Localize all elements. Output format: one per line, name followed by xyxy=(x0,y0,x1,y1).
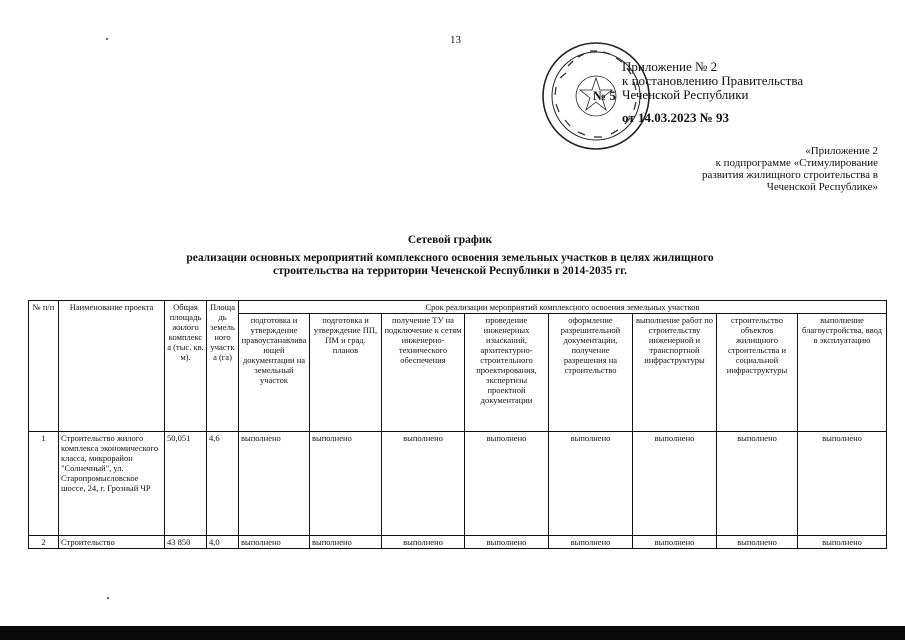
row-status: выполнено xyxy=(798,432,887,536)
row-status: выполнено xyxy=(310,432,382,536)
header-num: № п/п xyxy=(29,301,59,432)
quote-line3: развития жилищного строительства в xyxy=(702,169,878,181)
row-status: выполнено xyxy=(465,536,549,549)
row-status: выполнено xyxy=(382,432,465,536)
row-status: выполнено xyxy=(717,536,798,549)
subheader-cell: подготовка и утверждение ПП, ПМ и град. планов xyxy=(310,314,382,432)
subheader-cell: подготовка и утверждение правоустанавливающей документации на земельный участок xyxy=(239,314,310,432)
row-status: выполнено xyxy=(465,432,549,536)
row-name: Строительство жилого комплекса экономического класса, микрорайон "Солнечный", ул. Старопромысловское шоссе, 24, г. Грозный ЧР xyxy=(59,432,165,536)
row-status: выполнено xyxy=(549,432,633,536)
schedule-table xyxy=(28,300,887,549)
quote-line1: «Приложение 2 xyxy=(805,145,878,157)
quote-line2: к подпрограмме «Стимулирование xyxy=(715,157,878,169)
header-land: Площадь земельного участка (га) xyxy=(207,301,239,432)
scan-speck xyxy=(107,597,109,599)
header-name: Наименование проекта xyxy=(59,301,165,432)
row-area: 43 850 xyxy=(165,536,207,549)
table-row xyxy=(29,536,887,549)
row-status: выполнено xyxy=(633,432,717,536)
appendix-line1: Приложение № 2 xyxy=(622,59,718,74)
row-status: выполнено xyxy=(239,432,310,536)
row-status: выполнено xyxy=(633,536,717,549)
row-status: выполнено xyxy=(382,536,465,549)
subheader-cell: проведение инженерных изысканий, архитектурно-строительного проектирования, экспертизы проектной документации xyxy=(465,314,549,432)
stamp-number: № 5 xyxy=(593,88,616,103)
row-num: 1 xyxy=(29,432,59,536)
row-land: 4,6 xyxy=(207,432,239,536)
document-title: Сетевой график xyxy=(407,234,493,246)
subheader-cell: выполнение благоустройства, ввод в эксплуатацию xyxy=(798,314,887,432)
subprogram-reference xyxy=(640,145,878,193)
subheader-cell: выполнение работ по строительству инженерной и транспортной инфраструктуры xyxy=(633,314,717,432)
row-status: выполнено xyxy=(717,432,798,536)
scan-speck xyxy=(106,38,108,40)
row-status: выполнено xyxy=(239,536,310,549)
row-name: Строительство xyxy=(59,536,165,549)
row-land: 4,0 xyxy=(207,536,239,549)
page-number: 13 xyxy=(450,34,461,46)
quote-line4: Чеченской Республике» xyxy=(766,181,878,193)
row-num: 2 xyxy=(29,536,59,549)
appendix-line3: Чеченской Республики xyxy=(622,87,749,102)
header-group: Срок реализации мероприятий комплексного освоения земельных участков xyxy=(239,301,887,314)
row-status: выполнено xyxy=(549,536,633,549)
subtitle-line2: строительства на территории Чеченской Республики в 2014-2035 гг. xyxy=(273,265,627,277)
row-area: 50,051 xyxy=(165,432,207,536)
subheader-cell: строительство объектов жилищного строительства и социальной инфраструктуры xyxy=(717,314,798,432)
scan-edge-bar xyxy=(0,626,905,640)
document-subtitle xyxy=(150,252,750,278)
subtitle-line1: реализации основных мероприятий комплексного освоения земельных участков в целях жилищного xyxy=(186,252,714,264)
appendix-date: от 14.03.2023 № 93 xyxy=(622,110,730,125)
subheader-cell: получение ТУ на подключение к сетям инженерно-технического обеспечения xyxy=(382,314,465,432)
row-status: выполнено xyxy=(798,536,887,549)
table-row xyxy=(29,432,887,536)
row-status: выполнено xyxy=(310,536,382,549)
appendix-header xyxy=(622,60,803,125)
header-area: Общая площадь жилого комплекса (тыс. кв. м). xyxy=(165,301,207,432)
appendix-line2: к постановлению Правительства xyxy=(622,73,804,88)
subheader-cell: оформление разрешительной документации, получение разрешения на строительство xyxy=(549,314,633,432)
